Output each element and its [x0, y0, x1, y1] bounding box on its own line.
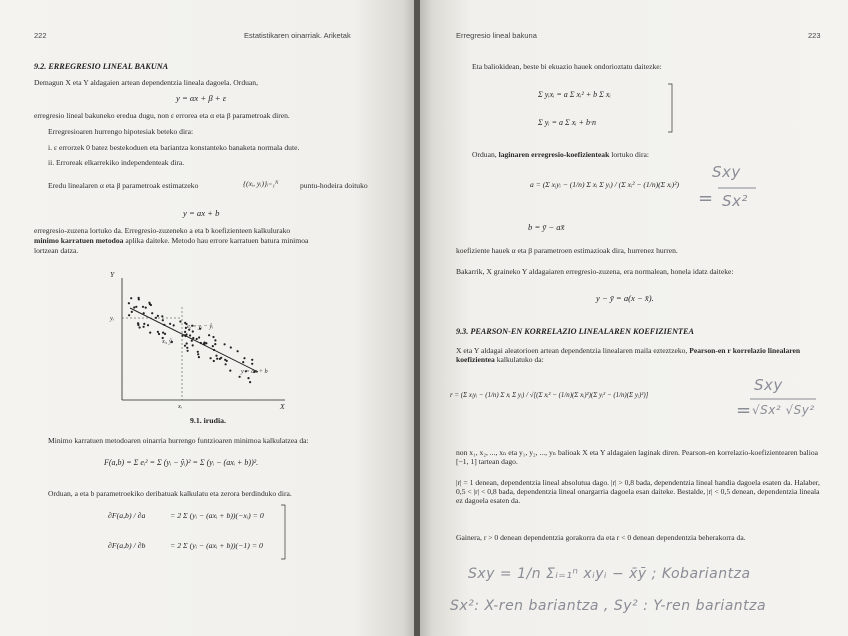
scatter-point — [251, 363, 253, 365]
xi-label: xᵢ — [178, 403, 182, 410]
y-axis-label: Y — [110, 270, 115, 279]
scatter-point — [186, 342, 188, 344]
scatter-point — [196, 338, 198, 340]
scatter-point — [173, 324, 175, 326]
system-brace — [668, 84, 674, 132]
paragraph: Eta baliokidean, beste bi ekuazio hauek ondorioztatu daitezke: — [472, 62, 662, 71]
paragraph: Demagun X eta Y aldagaien artean dependentzia lineala dagoela. Orduan, — [34, 78, 258, 87]
section-title: 9.3. PEARSON-EN KORRELAZIO LINEALAREN KOEFIZIENTEA — [456, 327, 694, 336]
paragraph: non x₁, x₂, ..., xₙ eta y₁, y₂, ..., yₙ balioak X eta Y aldagaien laginak diren. Pearson-en korrelazio-koefizientearen balioa [−1, 1] tartean dago. — [456, 448, 818, 466]
scatter-point — [179, 320, 181, 322]
scatter-point — [192, 337, 194, 339]
paragraph: |r| = 1 denean, dependentzia lineal absolutua dago. |r| > 0,8 bada, dependentzia lineal handia dagoela esaten da. Halaber, 0,5 < |r| < 0,8 bada, dependentzia lineal onargarria dagoela esan daiteke. Bestalde, |r| < 0,5 denean, dependentzia lineala ez dagoela esaten da. — [456, 478, 820, 505]
paragraph — [34, 236, 308, 245]
scatter-point — [184, 331, 186, 333]
section-title: 9.2. ERREGRESIO LINEAL BAKUNA — [34, 62, 169, 71]
point-set: {(xᵢ, yᵢ)}ᵢ₌₁ᴺ — [243, 179, 279, 188]
scatter-point — [247, 377, 249, 379]
scatter-point — [239, 376, 241, 378]
scatter-point — [143, 312, 145, 314]
paragraph: erregresio lineal bakuneko eredua dugu, non ε errorea eta α eta β parametroak diren. — [34, 111, 290, 120]
handwritten-fraction-bar — [750, 398, 820, 400]
bold-term: minimo karratuen metodoa — [34, 236, 124, 245]
scatter-point — [137, 322, 139, 324]
paragraph: erregresio-zuzena lortuko da. Erregresio-zuzeneko a eta b koefizienteen kalkulurako — [34, 226, 291, 235]
scatter-point — [212, 336, 214, 338]
scatter-point — [142, 306, 144, 308]
scatter-point — [192, 344, 194, 346]
scatter-point — [138, 298, 140, 300]
normal-equation: Σ yᵢ = a Σ xᵢ + b·n — [538, 118, 596, 127]
scatter-point — [229, 370, 231, 372]
handwritten-equals: = — [698, 188, 714, 209]
scatter-point — [186, 333, 188, 335]
scatter-point — [164, 333, 166, 335]
scatter-point — [131, 311, 133, 313]
scatter-point — [251, 359, 253, 361]
scatter-point — [163, 324, 165, 326]
scatter-point — [184, 345, 186, 347]
scatter-point — [162, 319, 164, 321]
scatter-point — [139, 326, 141, 328]
figure-caption: 9.1. irudia. — [190, 416, 226, 425]
running-header: Estatistikaren oinarriak. Ariketak — [244, 31, 351, 40]
scatter-point — [143, 323, 145, 325]
scatter-point — [249, 381, 251, 383]
scatter-point — [147, 324, 149, 326]
scatter-point — [213, 349, 215, 351]
handwritten-equals: = — [736, 400, 752, 421]
equation: F(a,b) = Σ eᵢ² = Σ (yᵢ − ŷᵢ)² = Σ (yᵢ − (axᵢ + b))². — [104, 458, 259, 467]
text: lortuko dira: — [611, 150, 649, 159]
scatter-point — [155, 317, 157, 319]
scatter-point — [158, 333, 160, 335]
scatter-point — [214, 343, 216, 345]
hypothesis-item: i. ε errorzek 0 batez bestekoduen eta bariantza konstanteko banaketa normala dute. — [48, 143, 300, 152]
equation: y = αx + β + ε — [176, 93, 227, 103]
paragraph: Minimo karratuen metodoaren oinarria hurrengo funtzioaren minimoa kalkulatzea da: — [48, 436, 309, 445]
scatter-point — [151, 312, 153, 314]
yi-label: yᵢ — [110, 315, 114, 322]
pearson-formula: r = (Σ xᵢyᵢ − (1/n) Σ xᵢ Σ yᵢ) / √[(Σ xᵢ² − (1/n)(Σ xᵢ)²)(Σ yᵢ² − (1/n)(Σ yᵢ)²)] — [450, 392, 649, 399]
text: kalkulatuko da: — [496, 355, 544, 364]
scatter-points — [128, 297, 256, 383]
x-axis-label: X — [280, 402, 285, 411]
handwritten-fraction-bar — [718, 187, 758, 189]
scatter-point — [210, 357, 212, 359]
derivative-a-lhs: ∂F(a,b) / ∂a — [108, 511, 146, 520]
scatter-point — [224, 359, 226, 361]
normal-equation: Σ yᵢxᵢ = a Σ xᵢ² + b Σ xᵢ — [538, 90, 611, 99]
paragraph — [456, 346, 826, 364]
derivative-b-lhs: ∂F(a,b) / ∂b — [108, 541, 146, 550]
coefficient-a-formula: a = (Σ xᵢyᵢ − (1/n) Σ xᵢ Σ yᵢ) / (Σ xᵢ² − (1/n)(Σ xᵢ)²) — [530, 180, 679, 189]
scatter-point — [212, 345, 214, 347]
scatter-point — [187, 350, 189, 352]
scatter-point — [184, 322, 186, 324]
residual-label: eᵢ = yᵢ − ŷᵢ — [187, 323, 214, 330]
paragraph — [472, 150, 649, 159]
text: X eta Y aldagai aleatorioen artean dependentzia linealaren maila ezteztzeko, — [456, 346, 688, 355]
scatter-point — [145, 307, 147, 309]
scatter-point — [128, 314, 130, 316]
handwritten-note: Sx²: X-ren bariantza , Sy² : Y-ren bariantza — [450, 598, 767, 614]
scatter-point — [169, 323, 171, 325]
paragraph: puntu-hodeira doituko — [300, 181, 368, 190]
scatter-point — [181, 335, 183, 337]
scatter-point — [149, 332, 151, 334]
scatter-point — [205, 342, 207, 344]
handwritten-note: Sxy — [712, 163, 741, 181]
scatter-point — [220, 357, 222, 359]
scatter-point — [225, 363, 227, 365]
scatter-point — [161, 315, 163, 317]
scatter-point — [215, 355, 217, 357]
paragraph: Erregresioaren hurrengo hipotesiak beteko dira: — [48, 127, 194, 136]
scatter-point — [243, 357, 245, 359]
scatter-point — [130, 297, 132, 299]
handwritten-note: Sx² — [722, 192, 748, 210]
bold-term: Pearson-en r — [689, 346, 731, 355]
paragraph: Bakarrik, X graineko Y aldagaiaren erregresio-zuzena, era normalean, honela idatz daiteke: — [456, 267, 734, 276]
scatter-point — [200, 342, 202, 344]
scatter-point — [237, 350, 239, 352]
right-page — [420, 0, 848, 636]
regression-figure — [100, 268, 300, 418]
scatter-point — [191, 340, 193, 342]
handwritten-note: Sxy — [754, 376, 783, 394]
system-brace — [281, 505, 287, 559]
scatter-point — [157, 331, 159, 333]
scatter-point — [242, 361, 244, 363]
paragraph: Gainera, r > 0 denean dependentzia gorakorra da eta r < 0 denean dependentzia beherakorra da. — [456, 533, 746, 542]
scatter-point — [128, 302, 130, 304]
scatter-point — [197, 351, 199, 353]
derivative-a-rhs: = 2 Σ (yᵢ − (axᵢ + b))(−xᵢ) = 0 — [170, 511, 264, 520]
handwritten-note: Sxy = 1/n Σᵢ₌₁ⁿ xᵢyᵢ − x̄ȳ ; Kobariantza — [468, 566, 751, 582]
scatter-point — [214, 339, 216, 341]
paragraph: Orduan, a eta b parametroekiko deribatuak kalkulatu eta zerora berdinduko dira. — [48, 489, 292, 498]
bold-term: korrelazio linealaren koefizientea — [456, 346, 801, 364]
paragraph-rest: aplika daiteke. Metodo hau errore karratuen batura minimoa — [125, 236, 309, 245]
equation: y = ax + b — [183, 208, 220, 218]
coefficient-b-formula: b = ȳ − ax̄ — [528, 222, 565, 232]
scatter-point — [208, 334, 210, 336]
paragraph: lortzean datza. — [34, 246, 79, 255]
scatter-point — [224, 343, 226, 345]
scatter-point — [203, 343, 205, 345]
page-number: 223 — [808, 31, 821, 40]
line-label: y = ax + b — [241, 368, 268, 375]
fitted-point-label: xᵢ, ŷᵢ — [162, 338, 173, 345]
paragraph: koefiziente hauek α eta β parametroen estimazioak dira, hurrenez hurren. — [456, 246, 678, 255]
handwritten-note: √Sx² √Sy² — [752, 403, 815, 417]
scatter-point — [216, 358, 218, 360]
running-header: Erregresio lineal bakuna — [456, 31, 537, 40]
text: Orduan, — [472, 150, 497, 159]
scatter-point — [197, 353, 199, 355]
scatter-point — [189, 334, 191, 336]
regression-line — [130, 308, 258, 372]
scatter-point — [143, 326, 145, 328]
equation: y − ȳ = a(x − x̄). — [596, 293, 654, 303]
derivative-b-rhs: = 2 Σ (yᵢ − (axᵢ + b))(−1) = 0 — [170, 541, 263, 550]
scatter-point — [135, 306, 137, 308]
scatter-point — [148, 302, 150, 304]
bold-term: laginaren erregresio-koefizienteak — [498, 150, 610, 159]
scatter-point — [162, 332, 164, 334]
scatter-point — [213, 360, 215, 362]
page-number: 222 — [34, 31, 47, 40]
scatter-point — [157, 315, 159, 317]
scatter-point — [230, 346, 232, 348]
scatter-point — [133, 306, 135, 308]
paragraph: Eredu linealaren α eta β parametroak estimatzeko — [48, 181, 199, 190]
left-page — [0, 0, 416, 636]
scatter-point — [186, 347, 188, 349]
scatter-point — [198, 356, 200, 358]
scatter-point — [198, 336, 200, 338]
hypothesis-item: ii. Erroreak elkarrekiko independenteak dira. — [48, 158, 185, 167]
